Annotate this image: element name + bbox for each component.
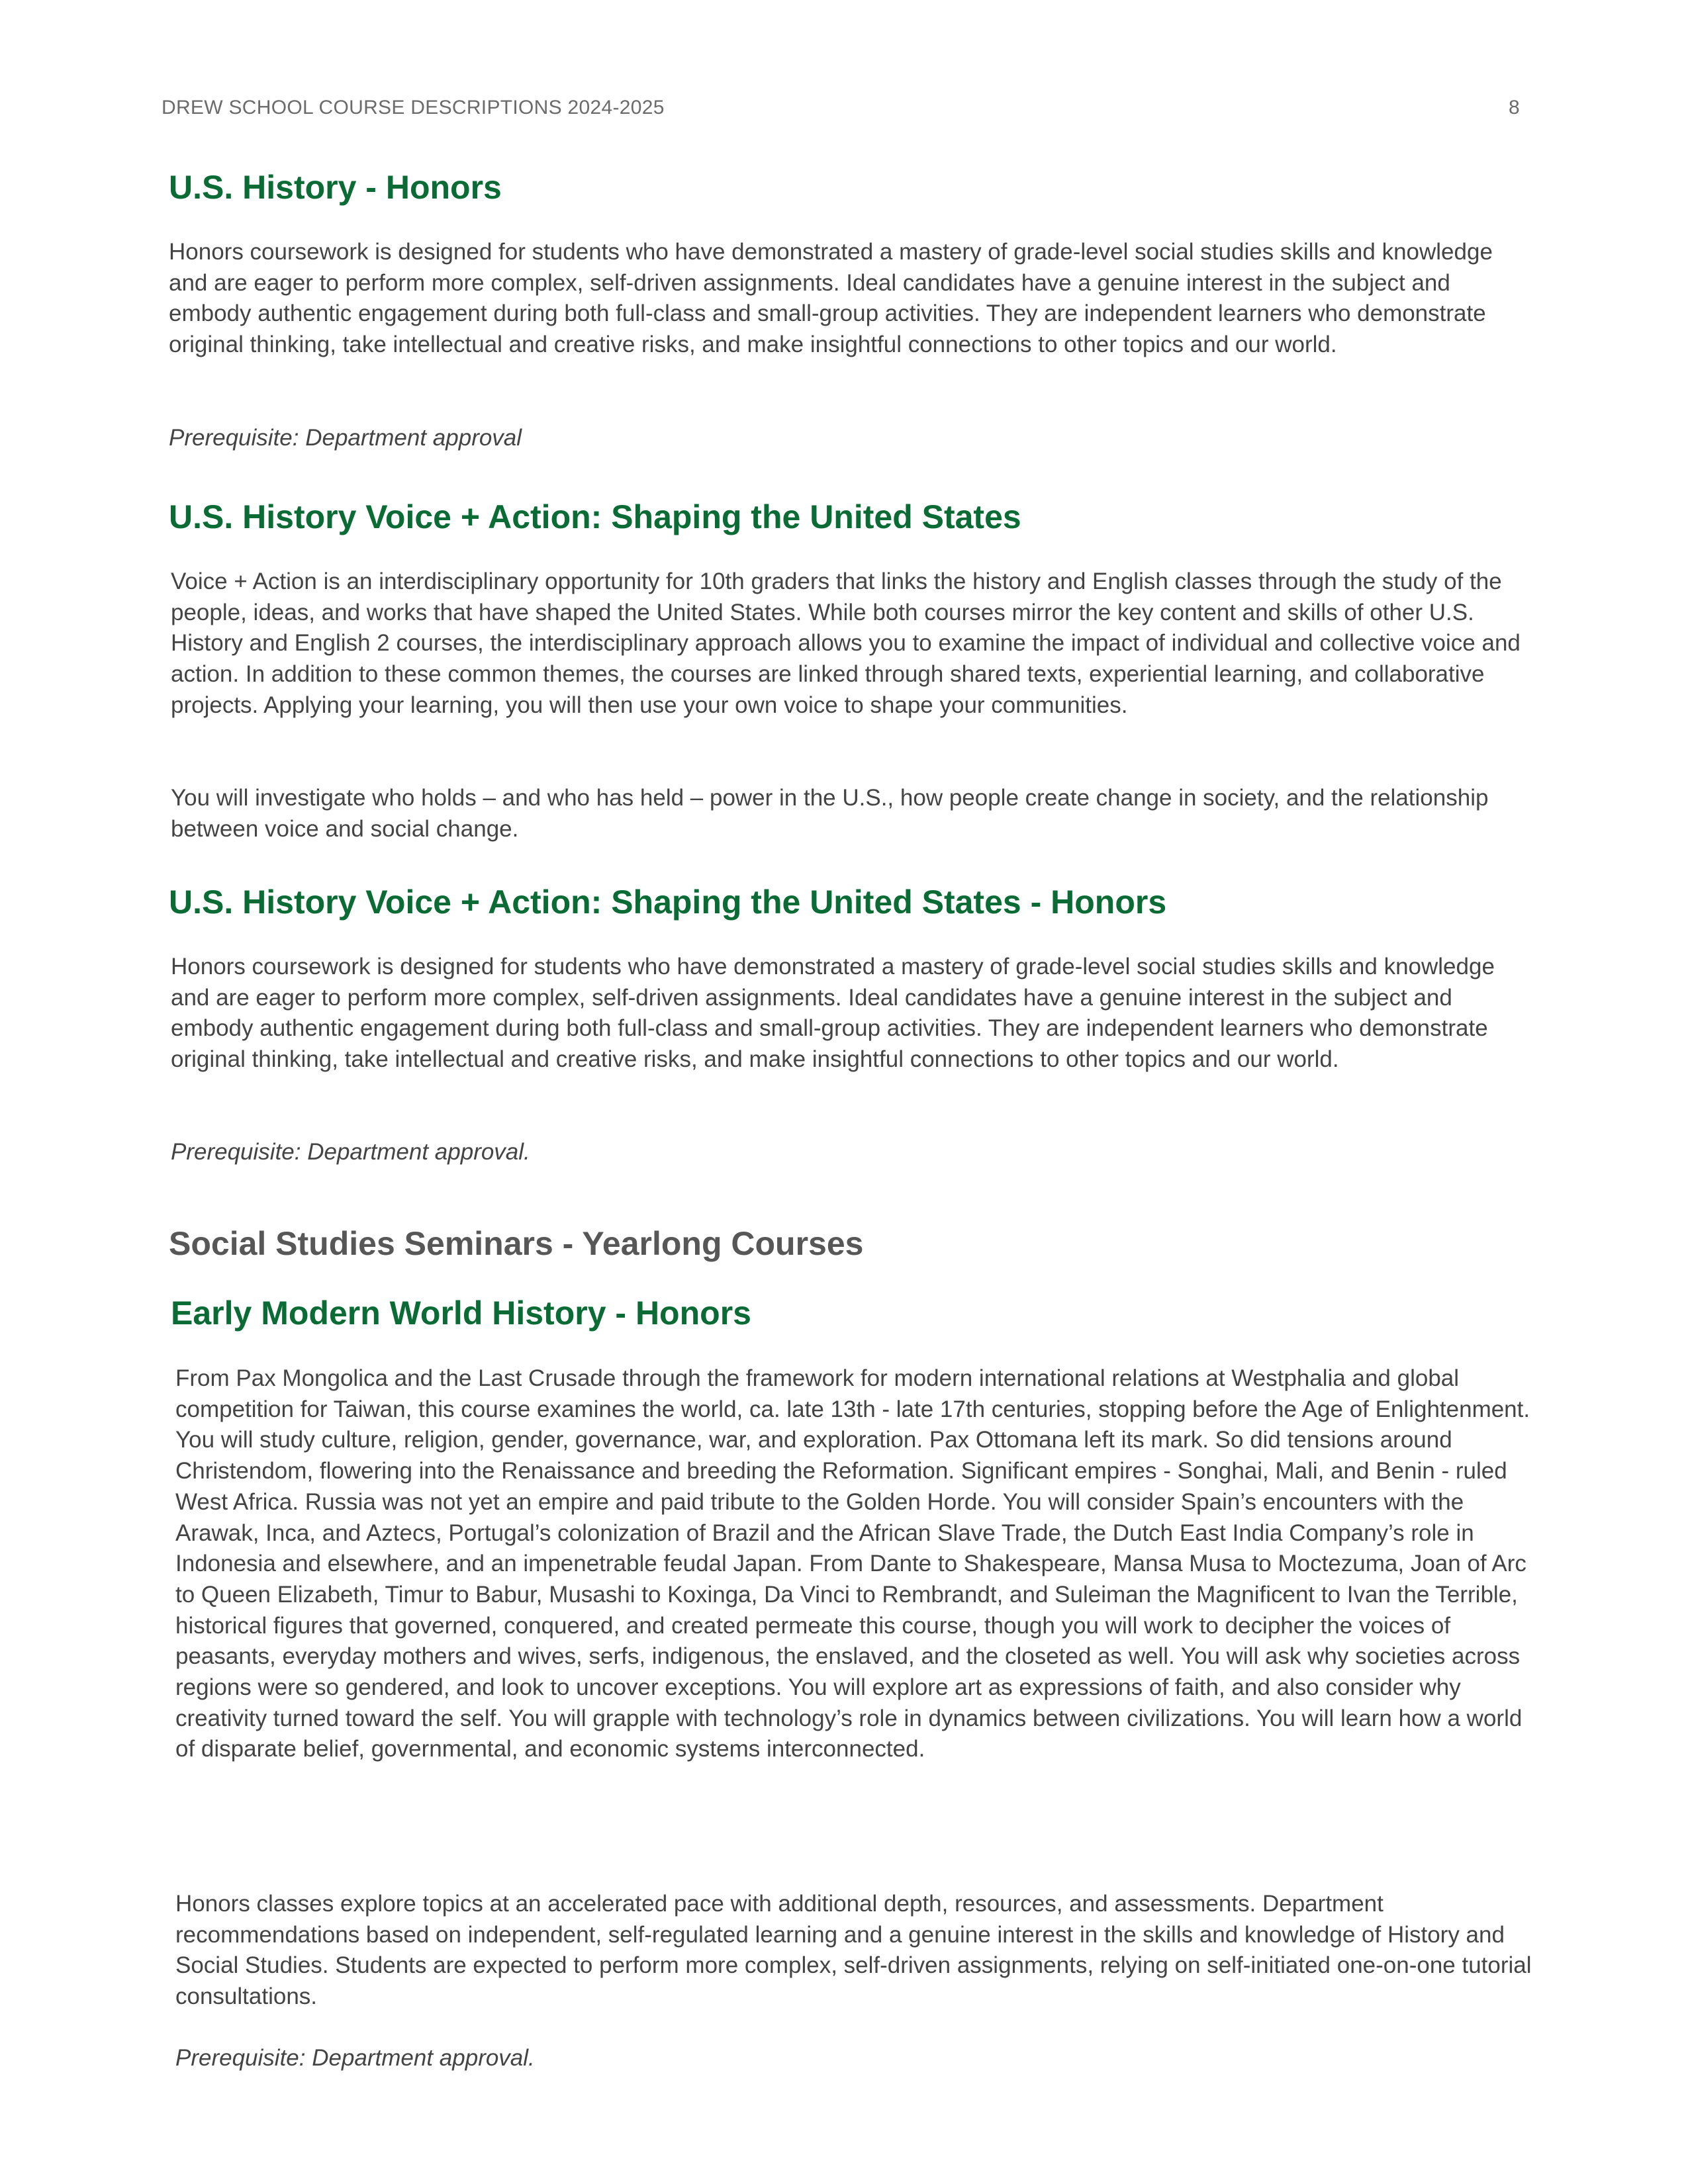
page-number: 8 (1509, 97, 1520, 118)
course-description (171, 567, 1529, 721)
course-description (171, 952, 1529, 1075)
document-title: DREW SCHOOL COURSE DESCRIPTIONS 2024-2025 (162, 97, 665, 118)
course-title: Early Modern World History - Honors (171, 1295, 751, 1332)
course-us-history-honors (169, 167, 1527, 208)
course-early-modern-world-history (171, 1293, 1529, 1334)
course-voice-action (169, 496, 1527, 537)
prerequisite-text: Prerequisite: Department approval. (175, 2045, 535, 2071)
course-description (169, 237, 1527, 361)
course-paragraph: Voice + Action is an interdisciplinary opportunity for 10th graders that links the history and English classes through the study of the people, ideas, and works that have shaped the United States. While both courses mirror the key content and skills of other U.S. History and English 2 courses, the interdisciplinary approach allows you to examine the impact of individual and collective voice and action. In addition to these common themes, the courses are linked through shared texts, experiential learning, and collaborative projects. Applying your learning, you will then use your own voice to shape your communities. (171, 569, 1521, 718)
course-voice-action-honors (169, 882, 1527, 923)
course-paragraph: From Pax Mongolica and the Last Crusade through the framework for modern international relations at Westphalia and global competition for Taiwan, this course examines the world, ca. late 13th - late 17th centuries, stopping before the Age of Enlightenment. You will study culture, religion, gender, governance, war, and exploration. Pax Ottomana left its mark. So did tensions around Christendom, flowering into the Renaissance and breeding the Reformation. Significant empires - Songhai, Mali, and Benin - ruled West Africa. Russia was not yet an empire and paid tribute to the Golden Horde. You will consider Spain’s encounters with the Arawak, Inca, and Aztecs, Portugal’s colonization of Brazil and the African Slave Trade, the Dutch East India Company’s role in Indonesia and elsewhere, and an impenetrable feudal Japan. From Dante to Shakespeare, Mansa Musa to Moctezuma, Joan of Arc to Queen Elizabeth, Timur to Babur, Musashi to Koxinga, Da Vinci to Rembrandt, and Suleiman the Magnificent to Ivan the Terrible, historical figures that governed, conquered, and created permeate this course, though you will work to decipher the voices of peasants, everyday mothers and wives, serfs, indigenous, the enslaved, and the closeted as well. You will ask why societies across regions were so gendered, and look to uncover exceptions. You will explore art as expressions of faith, and also consider why creativity turned toward the self. You will grapple with technology’s role in dynamics between civilizations. You will learn how a world of disparate belief, governmental, and economic systems interconnected. (175, 1365, 1530, 1762)
course-prerequisite (175, 2043, 1534, 2074)
prerequisite-text: Prerequisite: Department approval (169, 425, 522, 451)
course-description (175, 1889, 1534, 2013)
course-title: U.S. History - Honors (169, 169, 502, 206)
course-paragraph: Honors classes explore topics at an accelerated pace with additional depth, resources, and assessments. Department recommendations based on independent, self-regulated learning and a genuine interest in the skills and knowledge of History and Social Studies. Students are expected to perform more complex, self-driven assignments, relying on self-initiated one-on-one tutorial consultations. (175, 1891, 1532, 2010)
course-title: U.S. History Voice + Action: Shaping the United States (169, 498, 1021, 535)
course-paragraph: Honors coursework is designed for students who have demonstrated a mastery of grade-level social studies skills and knowledge and are eager to perform more complex, self-driven assignments. Ideal candidates have a genuine interest in the subject and embody authentic engagement during both full-class and small-group activities. They are independent learners who demonstrate original thinking, take intellectual and creative risks, and make insightful connections to other topics and our world. (171, 954, 1495, 1073)
course-title: U.S. History Voice + Action: Shaping the United States - Honors (169, 884, 1167, 921)
group-title: Social Studies Seminars - Yearlong Courses (169, 1225, 864, 1262)
course-description (175, 1363, 1534, 1765)
running-header (162, 97, 1520, 126)
seminar-group-heading (169, 1223, 1527, 1264)
prerequisite-text: Prerequisite: Department approval. (171, 1139, 530, 1165)
course-prerequisite (169, 423, 1527, 454)
course-description (171, 783, 1529, 844)
course-paragraph: Honors coursework is designed for students who have demonstrated a mastery of grade-level social studies skills and knowledge and are eager to perform more complex, self-driven assignments. Ideal candidates have a genuine interest in the subject and embody authentic engagement during both full-class and small-group activities. They are independent learners who demonstrate original thinking, take intellectual and creative risks, and make insightful connections to other topics and our world. (169, 239, 1493, 358)
course-prerequisite (171, 1137, 1529, 1168)
course-paragraph: You will investigate who holds – and who has held – power in the U.S., how people create change in society, and the relationship between voice and social change. (171, 785, 1489, 842)
